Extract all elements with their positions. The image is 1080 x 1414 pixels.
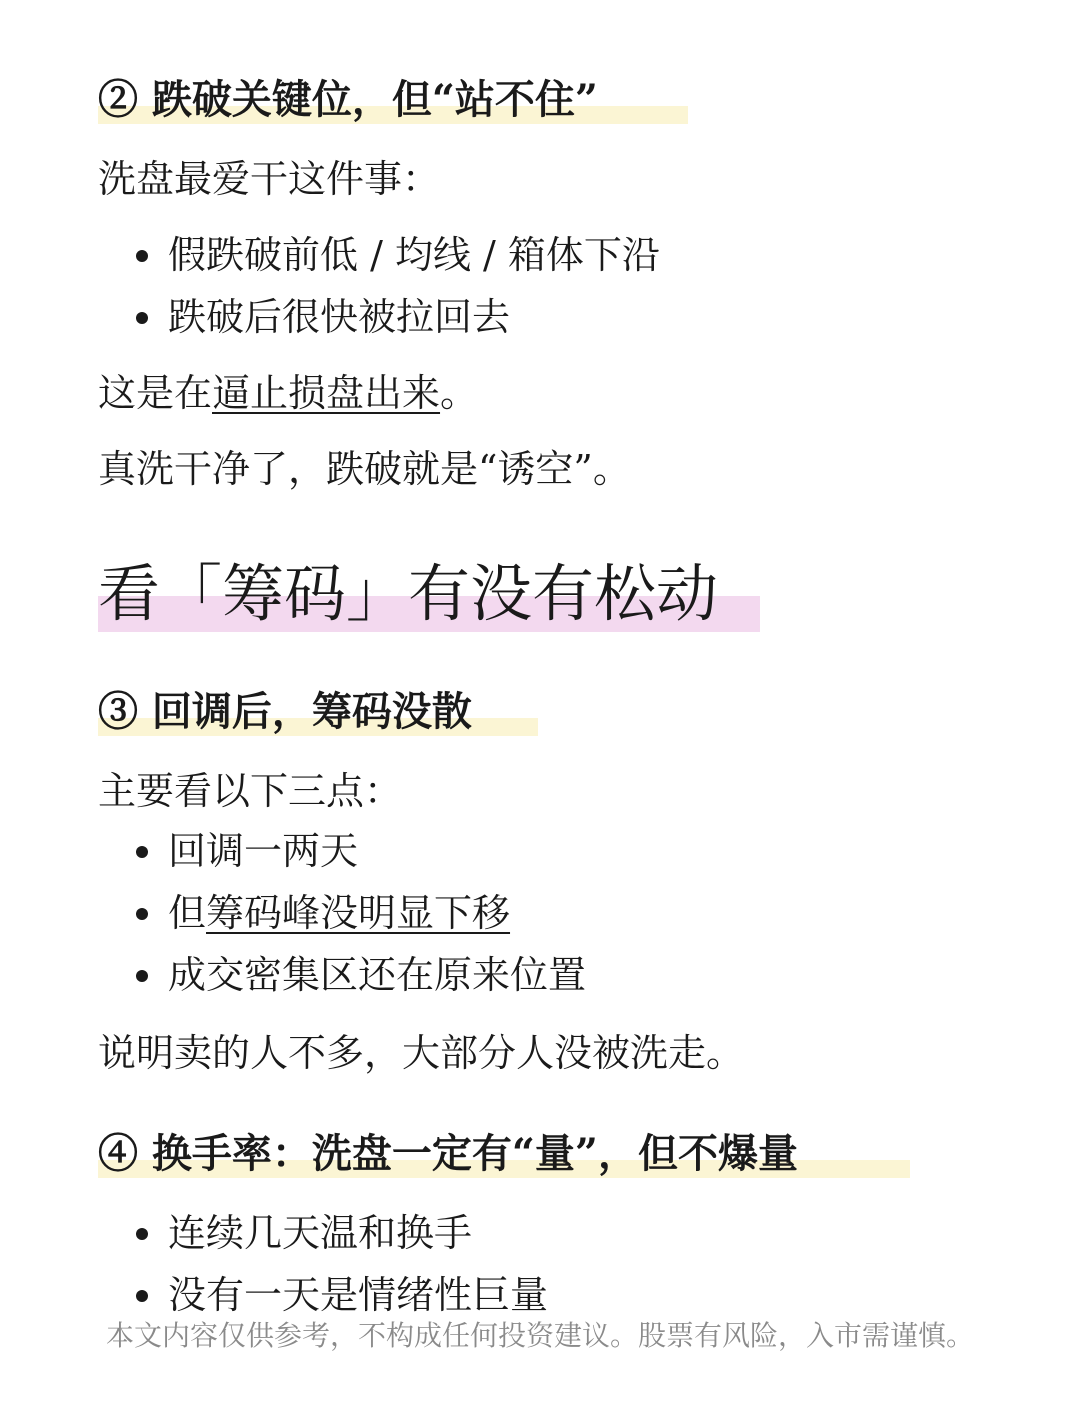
section-heading-4-text: ④ 换手率：洗盘一定有“量”，但不爆量: [98, 1130, 798, 1177]
line-1-suffix: 。: [440, 371, 479, 415]
section-3-conclusion: 说明卖的人不多，大部分人没被洗走。: [98, 1031, 745, 1075]
underlined-phrase: 筹码峰没明显下移: [206, 891, 511, 935]
section-3-bullet-2: [168, 888, 510, 938]
section-2-line-1: [98, 368, 478, 418]
bullet-dot: [136, 908, 148, 920]
underlined-phrase: 逼止损盘出来: [212, 371, 441, 415]
bullet-dot: [136, 250, 148, 262]
section-heading-3: [98, 686, 472, 738]
main-heading: [98, 554, 718, 634]
bullet-dot: [136, 312, 148, 324]
section-4-bullet-1: 连续几天温和换手: [168, 1211, 473, 1255]
section-3-bullet-3: 成交密集区还在原来位置: [168, 953, 587, 997]
main-heading-text: 看「筹码」有没有松动: [98, 557, 719, 630]
section-2-intro: 洗盘最爱干这件事：: [98, 157, 441, 201]
section-2-bullet-1: 假跌破前低 / 均线 / 箱体下沿: [168, 233, 660, 277]
section-2-bullet-2: 跌破后很快被拉回去: [168, 295, 511, 339]
disclaimer-footer: 本文内容仅供参考，不构成任何投资建议。股票有风险，入市需谨慎。: [105, 1319, 974, 1352]
bullet-dot: [136, 1290, 148, 1302]
section-4-bullet-2: 没有一天是情绪性巨量: [168, 1273, 549, 1317]
section-heading-2: [98, 74, 598, 126]
line-1-prefix: 这是在: [98, 371, 213, 415]
section-heading-3-text: ③ 回调后，筹码没散: [98, 688, 472, 735]
section-heading-2-text: ② 跌破关键位，但“站不住”: [98, 76, 598, 123]
section-3-intro: 主要看以下三点：: [98, 769, 403, 813]
bullet-dot: [136, 970, 148, 982]
bullet-2-prefix: 但: [168, 891, 207, 935]
bullet-dot: [136, 846, 148, 858]
section-3-bullet-1: 回调一两天: [168, 829, 359, 873]
section-2-line-2: 真洗干净了，跌破就是“诱空”。: [98, 447, 631, 491]
section-heading-4: [98, 1128, 798, 1180]
bullet-dot: [136, 1228, 148, 1240]
